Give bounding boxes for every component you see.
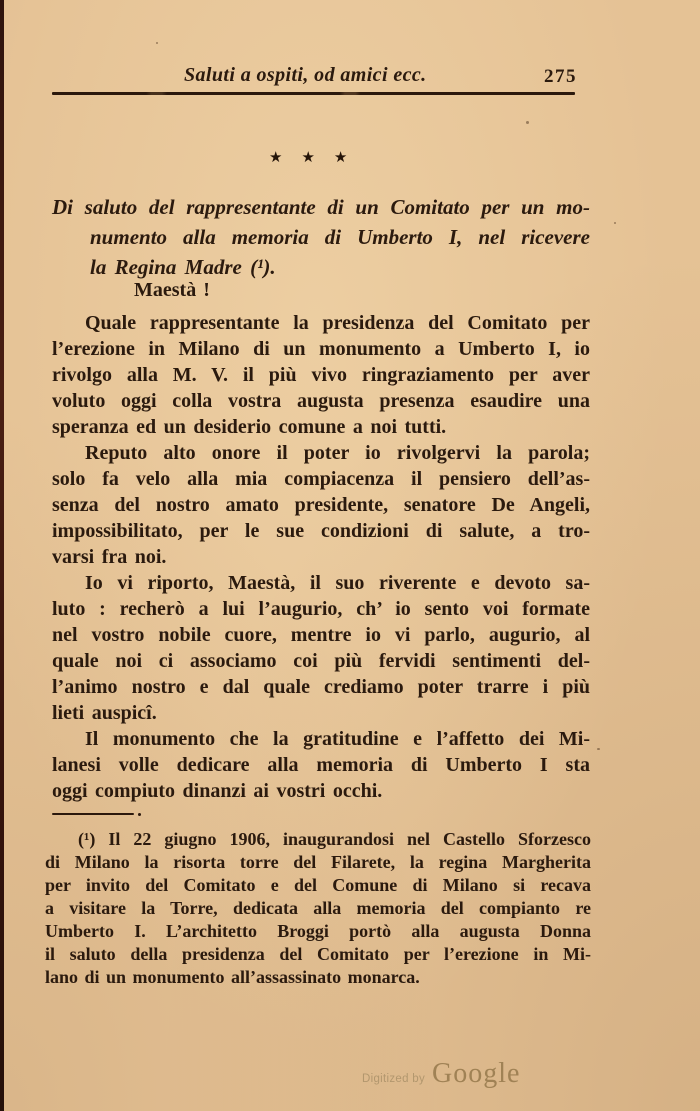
page-spine-edge bbox=[0, 0, 4, 1111]
text-line: il saluto della presidenza del Comitato per l’erezione in Mi- bbox=[45, 944, 591, 964]
text-line: Reputo alto onore il poter io rivolgervi la parola; bbox=[85, 442, 590, 464]
watermark-prefix: Digitized by bbox=[362, 1073, 426, 1085]
text-line: Quale rappresentante la presidenza del Comitato per bbox=[85, 312, 590, 334]
running-header-title: Saluti a ospiti, od amici ecc. bbox=[184, 64, 427, 86]
text-line: impossibilitato, per le sue condizioni di salute, a tro- bbox=[52, 520, 590, 542]
text-line: nel vostro nobile cuore, mentre io vi parlo, augurio, al bbox=[52, 624, 590, 646]
watermark bbox=[362, 1058, 520, 1090]
ink-speck bbox=[526, 121, 529, 124]
footnote-separator bbox=[52, 813, 134, 815]
text-line: di Milano la risorta torre del Filarete, la regina Margherita bbox=[45, 852, 591, 872]
text-line: (¹) Il 22 giugno 1906, inaugurandosi nel Castello Sforzesco bbox=[78, 829, 591, 849]
section-divider-stars bbox=[269, 148, 369, 167]
paragraph bbox=[52, 440, 590, 570]
text-line: quale noi ci associamo coi più fervidi sentimenti del- bbox=[52, 650, 590, 672]
text-line: lanesi volle dedicare alla memoria di Umberto I sta bbox=[52, 754, 590, 776]
text-line: luto : recherò a lui l’augurio, ch’ io sento voi formate bbox=[52, 598, 590, 620]
paragraph bbox=[52, 726, 590, 804]
text-line: lano di un monumento all’assassinato monarca. bbox=[45, 967, 420, 987]
text-line: speranza ed un desiderio comune a noi tutti. bbox=[52, 416, 447, 438]
body-text bbox=[52, 310, 590, 804]
text-line: per invito del Comitato e del Comune di Milano si recava bbox=[45, 875, 591, 895]
ink-speck bbox=[419, 232, 421, 234]
text-line: la Regina Madre (¹). bbox=[90, 255, 276, 279]
page-number: 275 bbox=[544, 66, 577, 87]
text-line: l’erezione in Milano di un monumento a Umberto I, io bbox=[52, 338, 590, 360]
text-line: numento alla memoria di Umberto I, nel ricevere bbox=[90, 225, 590, 249]
ink-speck bbox=[156, 42, 158, 44]
star-icon: ★ bbox=[269, 150, 283, 166]
salutation: Maestà ! bbox=[134, 279, 210, 301]
footnote bbox=[45, 828, 591, 989]
text-line: varsi fra noi. bbox=[52, 546, 167, 568]
text-line: l’animo nostro e dal quale crediamo poter trarre i più bbox=[52, 676, 590, 698]
text-line: Umberto I. L’architetto Broggi portò alla augusta Donna bbox=[45, 921, 591, 941]
text-line: lieti auspicî. bbox=[52, 702, 157, 724]
text-line: senza del nostro amato presidente, senatore De Angeli, bbox=[52, 494, 590, 516]
text-line: Di saluto del rappresentante di un Comitato per un mo- bbox=[52, 195, 590, 219]
star-icon: ★ bbox=[333, 150, 348, 166]
ink-speck bbox=[597, 748, 600, 750]
paragraph bbox=[52, 570, 590, 726]
text-line: oggi compiuto dinanzi ai vostri occhi. bbox=[52, 780, 383, 802]
text-line: voluto oggi colla vostra augusta presenza esaudire una bbox=[52, 390, 590, 412]
ink-speck bbox=[614, 222, 616, 224]
section-heading bbox=[52, 192, 590, 282]
google-logo: Google bbox=[432, 1058, 521, 1089]
text-line: Il monumento che la gratitudine e l’affetto dei Mi- bbox=[85, 728, 590, 750]
star-icon: ★ bbox=[301, 150, 315, 166]
header-rule bbox=[52, 92, 575, 95]
text-line: rivolgo alla M. V. il più vivo ringraziamento per aver bbox=[52, 364, 590, 386]
text-line: solo fa velo alla mia compiacenza il pensiero dell’as- bbox=[52, 468, 590, 490]
text-line: Io vi riporto, Maestà, il suo riverente e devoto sa- bbox=[85, 572, 590, 594]
paragraph bbox=[52, 310, 590, 440]
text-line: a visitare la Torre, dedicata alla memoria del compianto re bbox=[45, 898, 591, 918]
